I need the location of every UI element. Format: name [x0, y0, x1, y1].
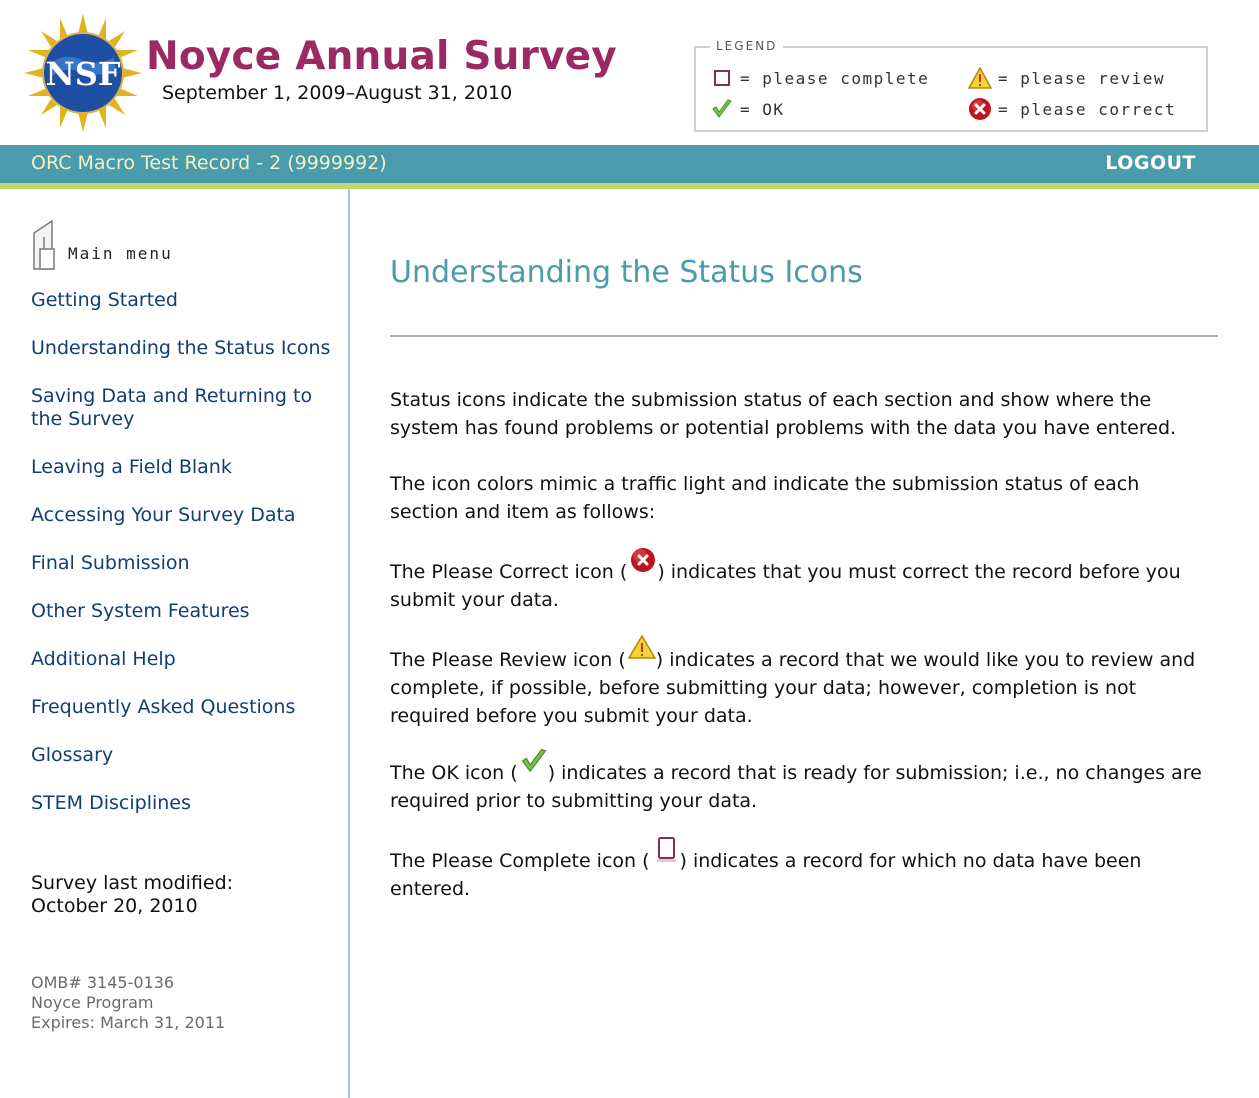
para-text: The OK icon ( [390, 762, 518, 784]
record-name: ORC Macro Test Record - 2 (9999992) [31, 152, 387, 174]
sidebar [0, 189, 350, 1098]
last-modified-date: October 20, 2010 [31, 895, 198, 917]
legend-please-correct [968, 97, 1176, 121]
sidebar-item-understanding-status-icons[interactable]: Understanding the Status Icons [31, 337, 331, 359]
please-correct-icon [627, 556, 657, 580]
title-divider [390, 335, 1218, 337]
survey-title: Noyce Annual Survey [146, 34, 617, 79]
ok-paragraph [390, 757, 1210, 815]
legend-please-review [968, 66, 1165, 90]
omb-info [31, 973, 225, 1033]
intro-paragraph: Status icons indicate the submission status of each section and show where the system has found problems or potential problems with the data you have entered. [390, 389, 1177, 439]
traffic-light-paragraph: The icon colors mimic a traffic light and indicate the submission status of each section and item as follows: [390, 473, 1140, 523]
para-text: ) indicates a record that is ready for submission; i.e., no changes are required prior to submitting your data. [390, 762, 1202, 812]
legend-label: = please correct [998, 99, 1177, 119]
legend-title: LEGEND [710, 39, 783, 53]
sidebar-item-leaving-field-blank[interactable]: Leaving a Field Blank [31, 456, 232, 478]
page-header [0, 0, 1259, 145]
last-modified-label: Survey last modified: [31, 872, 234, 894]
para-text: ) indicates that you must correct the record before you submit your data. [390, 561, 1181, 611]
sidebar-item-other-system-features[interactable]: Other System Features [31, 600, 250, 622]
legend-ok [710, 97, 785, 121]
nsf-logo [24, 14, 142, 132]
last-modified [31, 872, 233, 918]
sidebar-item-saving-data[interactable]: Saving Data and Returning to the Survey [31, 385, 313, 430]
ok-icon [710, 97, 734, 121]
para-text: The Please Review icon ( [390, 649, 626, 671]
para-text: The Please Complete icon ( [390, 850, 650, 872]
survey-dates: September 1, 2009–August 31, 2010 [162, 82, 513, 104]
para-text: ) indicates a record for which no data have been entered. [390, 850, 1142, 900]
status-legend [694, 39, 1208, 132]
main-menu-link[interactable] [30, 219, 173, 275]
expiry-date: Expires: March 31, 2011 [31, 1013, 226, 1032]
please-complete-icon [650, 845, 680, 869]
main-menu-icon [30, 219, 60, 275]
sidebar-item-final-submission[interactable]: Final Submission [31, 552, 190, 574]
sidebar-item-additional-help[interactable]: Additional Help [31, 648, 176, 670]
logout-button[interactable]: LOGOUT [1105, 152, 1196, 174]
please-correct-icon [968, 97, 992, 121]
legend-please-complete [710, 66, 929, 90]
logo-text: NSF [45, 55, 121, 93]
sidebar-item-getting-started[interactable]: Getting Started [31, 289, 178, 311]
please-correct-paragraph [390, 556, 1210, 614]
please-complete-icon [710, 66, 734, 90]
legend-label: = please review [998, 68, 1165, 88]
please-review-icon [968, 66, 992, 90]
sidebar-item-faq[interactable]: Frequently Asked Questions [31, 696, 296, 718]
main-menu-label: Main menu [68, 244, 173, 263]
para-text: ) indicates a record that we would like you to review and complete, if possible, before submitting your data; however, completion is not required before you submit your data. [390, 649, 1196, 727]
omb-number: OMB# 3145-0136 [31, 973, 175, 992]
please-complete-paragraph [390, 845, 1210, 903]
sidebar-nav [31, 289, 331, 840]
legend-label: = please complete [740, 68, 930, 88]
user-bar [0, 145, 1259, 183]
sidebar-item-accessing-survey-data[interactable]: Accessing Your Survey Data [31, 504, 296, 526]
program-name: Noyce Program [31, 993, 154, 1012]
ok-icon [518, 757, 548, 781]
page-title: Understanding the Status Icons [390, 255, 863, 290]
para-text: The Please Correct icon ( [390, 561, 628, 583]
sidebar-item-stem-disciplines[interactable]: STEM Disciplines [31, 792, 191, 814]
sidebar-item-glossary[interactable]: Glossary [31, 744, 114, 766]
please-review-icon [626, 644, 656, 668]
legend-label: = OK [740, 99, 785, 119]
please-review-paragraph [390, 644, 1210, 730]
